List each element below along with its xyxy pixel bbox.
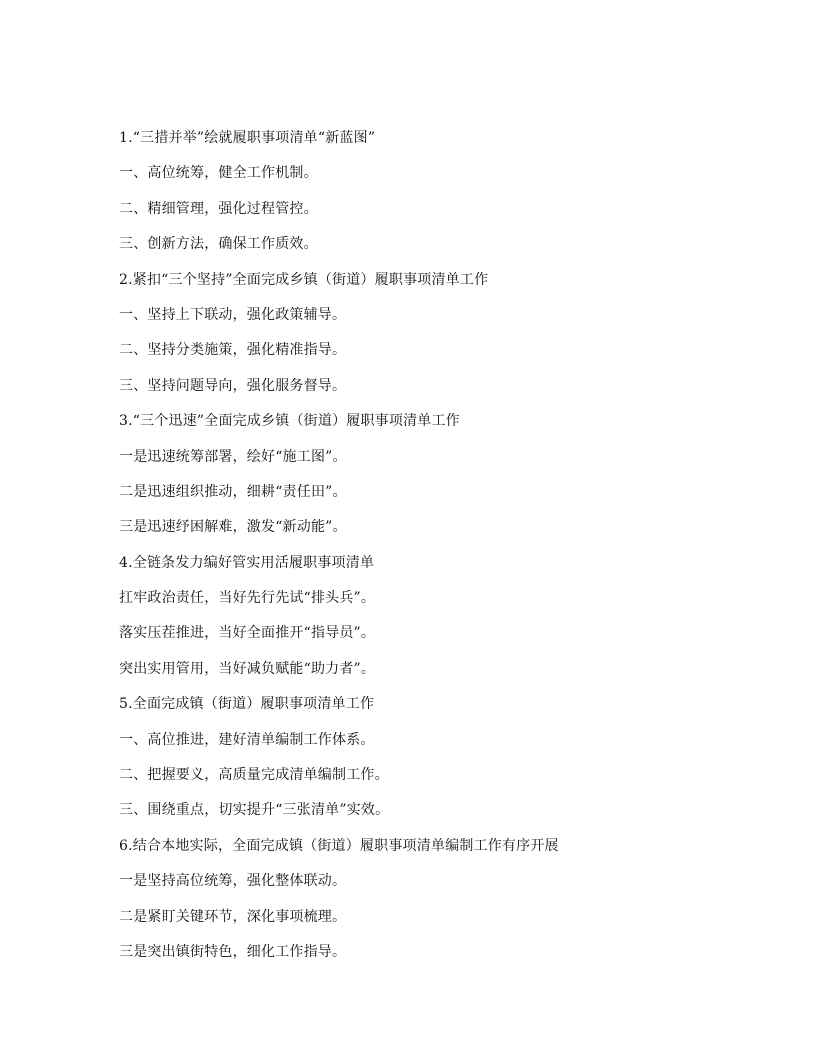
section-6-item-2: 二是紧盯关键环节，深化事项梳理。 (119, 908, 347, 925)
section-1-item-3: 三、创新方法，确保工作质效。 (119, 236, 318, 253)
section-3-heading: 3.“三个迅速”全面完成乡镇（街道）履职事项清单工作 (119, 413, 460, 430)
section-2-item-1: 一、坚持上下联动，强化政策辅导。 (119, 306, 347, 323)
section-5-item-2: 二、把握要义，高质量完成清单编制工作。 (119, 767, 389, 784)
section-5-heading: 5.全面完成镇（街道）履职事项清单工作 (119, 696, 375, 713)
section-4-heading: 4.全链条发力编好管实用活履职事项清单 (119, 554, 375, 571)
section-2-item-3: 三、坚持问题导向，强化服务督导。 (119, 377, 347, 394)
section-2-heading: 2.紧扣“三个坚持”全面完成乡镇（街道）履职事项清单工作 (119, 271, 489, 288)
section-3-item-1: 一是迅速统筹部署，绘好“施工图”。 (119, 448, 347, 465)
section-5-item-1: 一、高位推进，建好清单编制工作体系。 (119, 731, 375, 748)
section-1-heading: 1.“三措并举”绘就履职事项清单“新蓝图” (119, 130, 376, 146)
section-1-item-2: 二、精细管理，强化过程管控。 (119, 200, 318, 217)
section-1-item-1: 一、高位统筹，健全工作机制。 (119, 165, 318, 182)
section-4-item-3: 突出实用管用，当好减负赋能“助力者”。 (119, 660, 376, 677)
document-content (119, 128, 759, 977)
section-3-item-3: 三是迅速纾困解难，激发“新动能”。 (119, 519, 347, 536)
section-6-heading: 6.结合本地实际，全面完成镇（街道）履职事项清单编制工作有序开展 (119, 837, 559, 854)
section-6-item-1: 一是坚持高位统筹，强化整体联动。 (119, 873, 347, 890)
section-5-item-3: 三、围绕重点，切实提升“三张清单”实效。 (119, 802, 390, 819)
section-6-item-3: 三是突出镇街特色，细化工作指导。 (119, 943, 347, 960)
section-4-item-1: 扛牢政治责任，当好先行先试“排头兵”。 (119, 590, 376, 607)
section-3-item-2: 二是迅速组织推动，细耕“责任田”。 (119, 483, 347, 500)
section-2-item-2: 二、坚持分类施策，强化精准指导。 (119, 342, 347, 359)
section-4-item-2: 落实压茬推进，当好全面推开“指导员”。 (119, 625, 376, 642)
